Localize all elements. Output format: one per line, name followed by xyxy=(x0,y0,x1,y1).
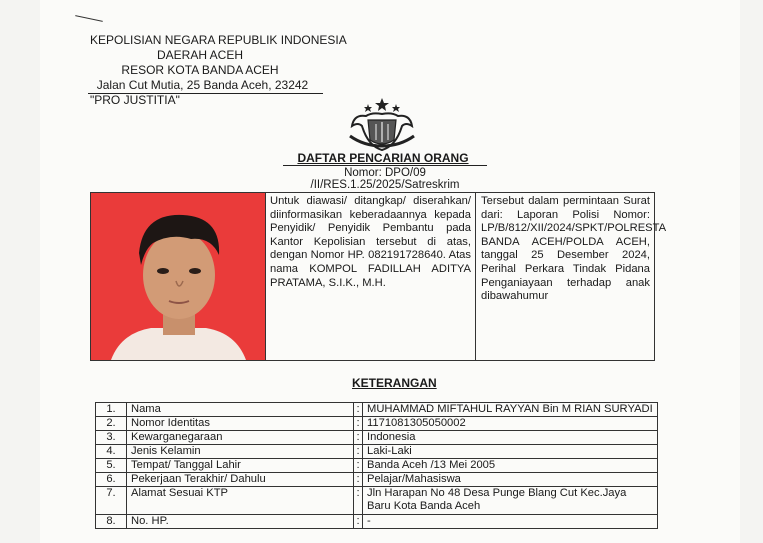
row-value: Pelajar/Mahasiswa xyxy=(363,473,658,487)
table-row xyxy=(96,403,658,417)
row-separator: : xyxy=(354,417,363,431)
table-row xyxy=(96,487,658,515)
row-value: MUHAMMAD MIFTAHUL RAYYAN Bin M RIAN SURYADI xyxy=(363,403,658,417)
row-number: 5. xyxy=(96,459,127,473)
row-number: 1. xyxy=(96,403,127,417)
row-label: Jenis Kelamin xyxy=(127,445,354,459)
table-row xyxy=(96,431,658,445)
letterhead-block xyxy=(90,48,310,108)
row-number: 6. xyxy=(96,473,127,487)
notice-instructions: Untuk diawasi/ ditangkap/ diserahkan/ diinformasikan keberadaannya kepada Penyidik/ Penyidik Pembantu pada Kantor Kepolisian tersebut di atas, dengan Nomor HP. 082191728640. Atas nama KOMPOL FADILLAH ADITYA PRATAMA, S.I.K., M.H. xyxy=(266,193,476,360)
keterangan-heading: KETERANGAN xyxy=(352,376,437,390)
row-separator: : xyxy=(354,473,363,487)
letterhead-line-2: DAERAH ACEH xyxy=(156,48,244,62)
row-label: Nama xyxy=(127,403,354,417)
row-value: - xyxy=(363,515,658,529)
row-separator: : xyxy=(354,431,363,445)
table-row xyxy=(96,445,658,459)
letterhead-rule xyxy=(88,93,323,94)
table-row xyxy=(96,417,658,431)
table-row xyxy=(96,515,658,529)
row-separator: : xyxy=(354,459,363,473)
row-label: Tempat/ Tanggal Lahir xyxy=(127,459,354,473)
row-separator: : xyxy=(354,515,363,529)
row-label: Kewarganegaraan xyxy=(127,431,354,445)
details-table xyxy=(95,402,658,529)
row-label: Nomor Identitas xyxy=(127,417,354,431)
letterhead xyxy=(90,33,347,48)
row-value: 1171081305050002 xyxy=(363,417,658,431)
notice-reference: Tersebut dalam permintaan Surat dari: Laporan Polisi Nomor: LP/B/812/XII/2024/SPKT/POLRESTA BANDA ACEH/POLDA ACEH, tanggal 25 Desember 2024, Perihal Perkara Tindak Pidana Penganiayaan terhadap anak dibawahumur xyxy=(481,195,667,303)
row-number: 3. xyxy=(96,431,127,445)
letterhead-line-1: KEPOLISIAN NEGARA REPUBLIK INDONESIA xyxy=(90,33,347,47)
row-separator: : xyxy=(354,445,363,459)
row-separator: : xyxy=(354,487,363,515)
letterhead-line-4: Jalan Cut Mutia, 25 Banda Aceh, 23242 xyxy=(96,78,309,92)
row-value: Jln Harapan No 48 Desa Punge Blang Cut Kec.Jaya Baru Kota Banda Aceh xyxy=(363,487,658,515)
letterhead-line-5: "PRO JUSTITIA" xyxy=(90,93,180,107)
row-number: 8. xyxy=(96,515,127,529)
wanted-notice-box xyxy=(90,192,667,361)
row-separator: : xyxy=(354,403,363,417)
portrait-image xyxy=(91,193,265,360)
row-label: Alamat Sesuai KTP xyxy=(127,487,354,515)
table-row xyxy=(96,459,658,473)
suspect-photo xyxy=(91,193,266,360)
row-number: 4. xyxy=(96,445,127,459)
row-label: Pekerjaan Terakhir/ Dahulu xyxy=(127,473,354,487)
row-number: 7. xyxy=(96,487,127,515)
row-value: Laki-Laki xyxy=(363,445,658,459)
row-value: Banda Aceh /13 Mei 2005 xyxy=(363,459,658,473)
row-number: 2. xyxy=(96,417,127,431)
row-value: Indonesia xyxy=(363,431,658,445)
document-number: Nomor: DPO/09 /II/RES.1.25/2025/Satreskrim xyxy=(283,165,487,191)
police-emblem-icon xyxy=(346,96,418,152)
row-label: No. HP. xyxy=(127,515,354,529)
table-row xyxy=(96,473,658,487)
document-title: DAFTAR PENCARIAN ORANG xyxy=(297,151,469,165)
letterhead-line-3: RESOR KOTA BANDA ACEH xyxy=(121,63,279,77)
